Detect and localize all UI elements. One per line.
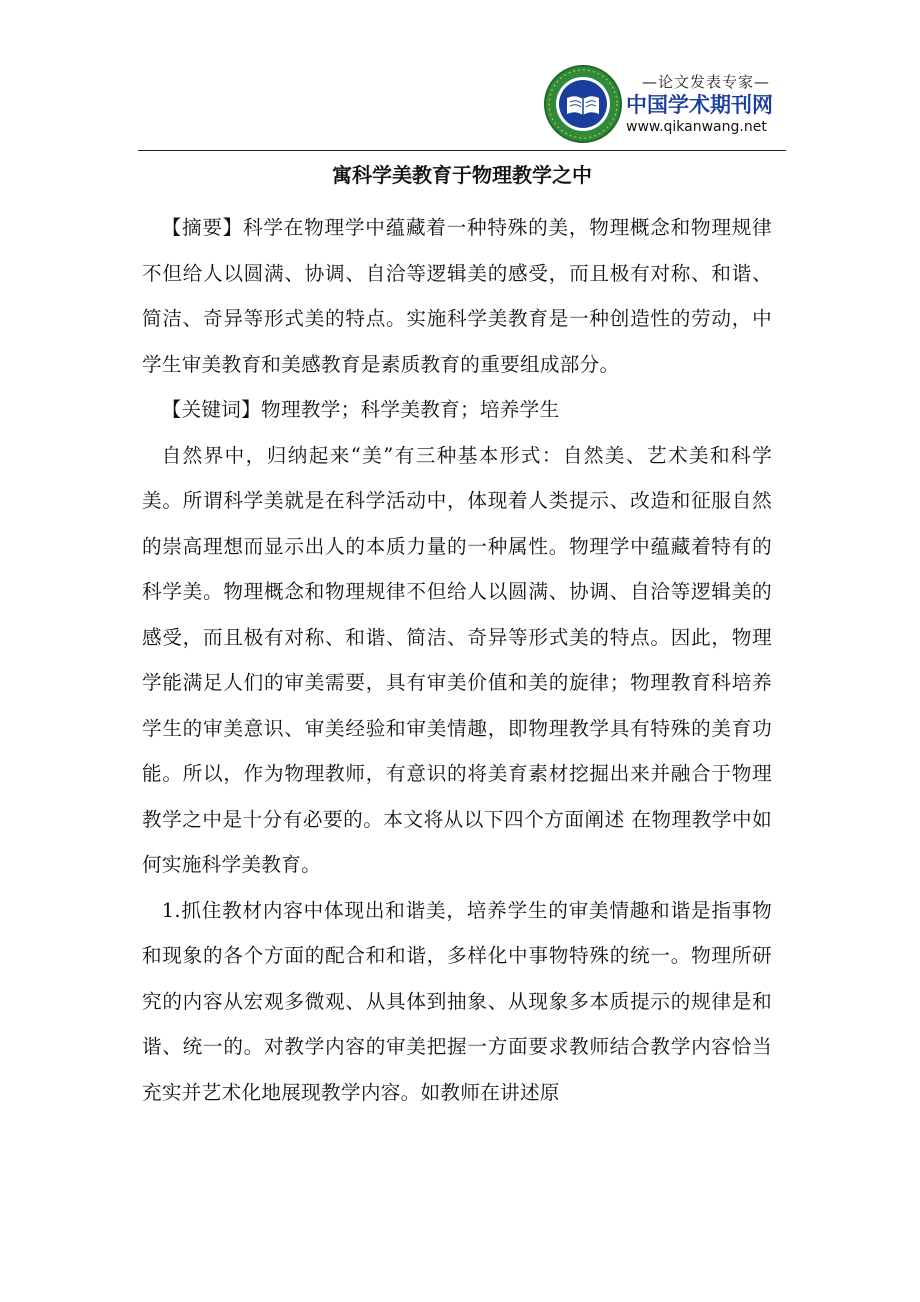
abstract-paragraph: 【摘要】科学在物理学中蕴藏着一种特殊的美，物理概念和物理规律不但给人以圆满、协调、自洽等逻辑美的感受，而且极有对称、和谐、简洁、奇异等形式美的特点。实施科学美教育是一种创造性的劳动，中学生审美教育和美感教育是素质教育的重要组成部分。	[142, 216, 772, 376]
journal-header	[138, 58, 786, 152]
open-book-icon	[567, 96, 599, 115]
header-slogan: —论文发表专家—	[641, 73, 770, 91]
body-paragraph-2: 1.抓住教材内容中体现出和谐美，培养学生的审美情趣和谐是指事物和现象的各个方面的配合和和谐，多样化中事物特殊的统一。物理所研究的内容从宏观多微观、从具体到抽象、从现象多本质提示的规律是和谐、统一的。对教学内容的审美把握一方面要求教师结合教学内容恰当充实并艺术化地展现教学内容。如教师在讲述原	[142, 898, 772, 1104]
header-divider	[138, 150, 786, 151]
journal-logo	[543, 64, 623, 144]
article-body	[142, 205, 772, 1115]
keywords-paragraph: 【关键词】物理教学；科学美教育；培养学生	[161, 398, 560, 421]
header-site-url: www.qikanwang.net	[626, 119, 767, 135]
header-brand: 中国学术期刊网	[626, 93, 773, 117]
body-paragraph-1: 自然界中，归纳起来“美”有三种基本形式：自然美、艺术美和科学美。所谓科学美就是在科学活动中，体现着人类提示、改造和征服自然的崇高理想而显示出人的本质力量的一种属性。物理学中蕴藏着特有的科学美。物理概念和物理规律不但给人以圆满、协调、自洽等逻辑美的感受，而且极有对称、和谐、简洁、奇异等形式美的特点。因此，物理学能满足人们的审美需要，具有审美价值和美的旋律；物理教育科培养学生的审美意识、审美经验和审美情趣，即物理教学具有特殊的美育功能。所以，作为物理教师，有意识的将美育素材挖掘出来并融合于物理教学之中是十分有必要的。本文将从以下四个方面阐述 在物理教学中如何实施科学美教育。	[142, 443, 772, 876]
logo-text-block	[626, 72, 786, 136]
article-title: 寓科学美教育于物理教学之中	[332, 163, 592, 187]
